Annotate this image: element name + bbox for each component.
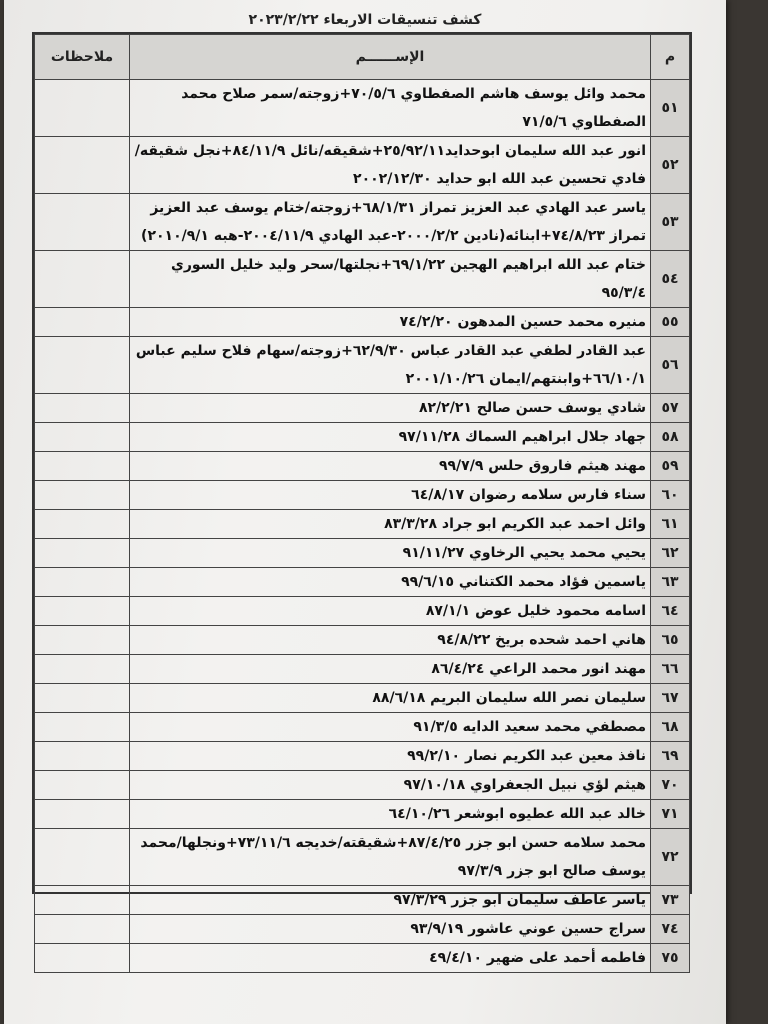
table-row (35, 80, 690, 137)
row-name: هيثم لؤي نبيل الجعفراوي ٩٧/١٠/١٨ (130, 771, 651, 800)
row-notes (35, 886, 130, 915)
table-row (35, 194, 690, 251)
table-row (35, 684, 690, 713)
table-row (35, 771, 690, 800)
row-notes (35, 251, 130, 308)
table-row (35, 539, 690, 568)
row-name: اسامه محمود خليل عوض ٨٧/١/١ (130, 597, 651, 626)
row-notes (35, 597, 130, 626)
records-table (34, 34, 690, 973)
row-notes (35, 194, 130, 251)
row-notes (35, 655, 130, 684)
table-row (35, 568, 690, 597)
row-num: ٥٤ (651, 251, 690, 308)
row-name: شادي يوسف حسن صالح ٨٢/٢/٢١ (130, 394, 651, 423)
table-row (35, 800, 690, 829)
row-notes (35, 742, 130, 771)
row-name: فاطمه أحمد على ضهير ٤٩/٤/١٠ (130, 944, 651, 973)
row-notes (35, 423, 130, 452)
row-num: ٦٥ (651, 626, 690, 655)
table-row (35, 337, 690, 394)
row-num: ٧٣ (651, 886, 690, 915)
row-num: ٥٣ (651, 194, 690, 251)
table-row (35, 886, 690, 915)
row-num: ٦١ (651, 510, 690, 539)
row-notes (35, 829, 130, 886)
row-name: ياسر عاطف سليمان ابو جزر ٩٧/٣/٢٩ (130, 886, 651, 915)
row-name: انور عبد الله سليمان ابوحدايد٢٥/٩٢/١١+شقيقه/نائل ٨٤/١١/٩+نجل شقيقه/فادي تحسين عبد الله ابو حدايد ٢٠٠٢/١٢/٣٠ (130, 137, 651, 194)
row-name: ياسمين فؤاد محمد الكتناني ٩٩/٦/١٥ (130, 568, 651, 597)
row-num: ٥٩ (651, 452, 690, 481)
row-notes (35, 684, 130, 713)
table-row (35, 626, 690, 655)
table-row (35, 713, 690, 742)
row-notes (35, 308, 130, 337)
row-notes (35, 944, 130, 973)
row-num: ٧٢ (651, 829, 690, 886)
table-row (35, 137, 690, 194)
table-row (35, 597, 690, 626)
row-num: ٦٩ (651, 742, 690, 771)
row-notes (35, 771, 130, 800)
row-num: ٥٢ (651, 137, 690, 194)
row-num: ٧٠ (651, 771, 690, 800)
table-row (35, 944, 690, 973)
row-notes (35, 80, 130, 137)
row-name: جهاد جلال ابراهيم السماك ٩٧/١١/٢٨ (130, 423, 651, 452)
row-name: سليمان نصر الله سليمان البريم ٨٨/٦/١٨ (130, 684, 651, 713)
row-name: عبد القادر لطفي عبد القادر عباس ٦٢/٩/٣٠+زوجته/سهام فلاح سليم عباس ٦٦/١٠/١+وابنتهم/ايمان ٢٠٠١/١٠/٢٦ (130, 337, 651, 394)
row-notes (35, 452, 130, 481)
row-num: ٦٣ (651, 568, 690, 597)
paper-sheet (4, 0, 726, 1024)
table-row (35, 308, 690, 337)
row-name: وائل احمد عبد الكريم ابو جراد ٨٣/٣/٢٨ (130, 510, 651, 539)
table-row (35, 510, 690, 539)
table-header-row (35, 35, 690, 80)
row-notes (35, 800, 130, 829)
row-num: ٦٨ (651, 713, 690, 742)
row-name: محمد سلامه حسن ابو جزر ٨٧/٤/٢٥+شقيقته/خديجه ٧٣/١١/٦+ونجلها/محمد يوسف صالح ابو جزر ٩٧/٣/٩ (130, 829, 651, 886)
header-name: الإســــــم (130, 35, 651, 80)
records-table-frame (32, 32, 692, 966)
table-row (35, 829, 690, 886)
row-num: ٦٦ (651, 655, 690, 684)
row-notes (35, 510, 130, 539)
row-num: ٥٦ (651, 337, 690, 394)
table-row (35, 394, 690, 423)
row-num: ٥٥ (651, 308, 690, 337)
row-num: ٦٤ (651, 597, 690, 626)
row-name: مصطفي محمد سعيد الدايه ٩١/٣/٥ (130, 713, 651, 742)
row-num: ٧١ (651, 800, 690, 829)
row-num: ٦٢ (651, 539, 690, 568)
row-notes (35, 539, 130, 568)
table-row (35, 915, 690, 944)
row-num: ٧٥ (651, 944, 690, 973)
document-title: كشف تنسيقات الاربعاء ٢٠٢٣/٢/٢٢ (248, 12, 482, 28)
row-notes (35, 626, 130, 655)
table-row (35, 423, 690, 452)
row-num: ٥٧ (651, 394, 690, 423)
header-num: م (651, 35, 690, 80)
row-name: ياسر عبد الهادي عبد العزيز تمراز ٦٨/١/٣١+زوجته/ختام يوسف عبد العزيز تمراز ٧٤/٨/٢٣+ابنائه(نادين ٢٠٠٠/٢/٢-عبد الهادي ٢٠٠٤/١١/٩-هبه ٢٠١٠/٩/١) (130, 194, 651, 251)
row-name: هاني احمد شحده بريخ ٩٤/٨/٢٢ (130, 626, 651, 655)
row-notes (35, 568, 130, 597)
table-row (35, 251, 690, 308)
row-notes (35, 481, 130, 510)
row-name: خالد عبد الله عطيوه ابوشعر ٦٤/١٠/٢٦ (130, 800, 651, 829)
row-notes (35, 713, 130, 742)
table-row (35, 742, 690, 771)
row-name: سناء فارس سلامه رضوان ٦٤/٨/١٧ (130, 481, 651, 510)
row-name: مهند هيثم فاروق حلس ٩٩/٧/٩ (130, 452, 651, 481)
row-num: ٧٤ (651, 915, 690, 944)
row-name: مهند انور محمد الراعي ٨٦/٤/٢٤ (130, 655, 651, 684)
row-notes (35, 337, 130, 394)
row-name: يحيي محمد يحيي الرخاوي ٩١/١١/٢٧ (130, 539, 651, 568)
row-notes (35, 394, 130, 423)
table-row (35, 481, 690, 510)
table-row (35, 655, 690, 684)
row-name: نافذ معين عبد الكريم نصار ٩٩/٢/١٠ (130, 742, 651, 771)
row-num: ٥١ (651, 80, 690, 137)
row-num: ٦٠ (651, 481, 690, 510)
row-notes (35, 915, 130, 944)
row-num: ٦٧ (651, 684, 690, 713)
row-name: سراج حسين عوني عاشور ٩٣/٩/١٩ (130, 915, 651, 944)
row-name: محمد وائل يوسف هاشم الصفطاوي ٧٠/٥/٦+زوجته/سمر صلاح محمد الصفطاوي ٧١/٥/٦ (130, 80, 651, 137)
row-notes (35, 137, 130, 194)
row-name: ختام عبد الله ابراهيم الهجين ٦٩/١/٢٢+نجلتها/سحر وليد خليل السوري ٩٥/٣/٤ (130, 251, 651, 308)
row-name: منيره محمد حسين المدهون ٧٤/٢/٢٠ (130, 308, 651, 337)
table-row (35, 452, 690, 481)
header-notes: ملاحظات (35, 35, 130, 80)
row-num: ٥٨ (651, 423, 690, 452)
